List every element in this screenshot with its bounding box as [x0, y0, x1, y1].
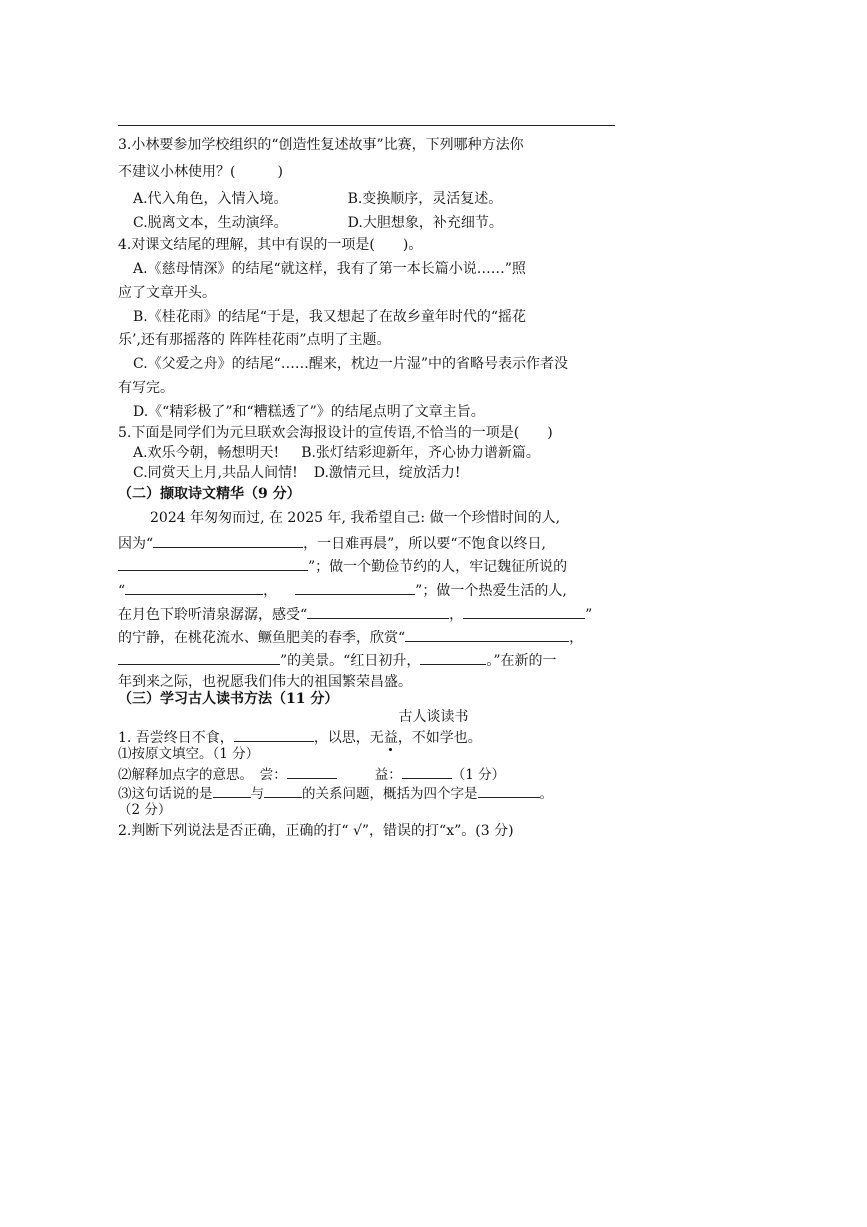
q4-option-b-line-1: B.《桂花雨》的结尾“于是，我又想起了在故乡童年时代的“摇花: [133, 309, 527, 325]
section-3-title: （三）学习古人读书方法（11 分）: [118, 691, 339, 707]
q5-option-c: C.同赏天上月,共品人间情!: [133, 465, 298, 481]
q3-stem-line-1: 3.小林要参加学校组织的“创造性复述故事”比赛，下列哪种方法你: [118, 137, 524, 153]
sec2-line-1: 2024 年匆匆而过, 在 2025 年, 我希望自己: 做一个珍惜时间的人,: [150, 510, 561, 526]
section-2-title: （二）撷取诗文精华（9 分）: [118, 486, 301, 502]
sec3-sub-3: ⑶这句话说的是 与 的关系问题，概括为四个字是 。: [118, 783, 553, 803]
q3-stem-line-2: 不建议小林使用？( ): [118, 164, 283, 180]
sec2-line-2: 因为“ ，一日难再晨”，所以要“不饱食以终日,: [118, 533, 546, 553]
q5-option-a: A.欢乐今朝，畅想明天!: [133, 445, 280, 461]
blank-4[interactable]: [295, 580, 415, 595]
sec3-q1: 1. 吾尝终日不食， ，以思，无益，不如学也。: [118, 727, 482, 747]
q5-options-row-2: [133, 464, 461, 482]
q3-option-d: D.大胆想象，补充细节。: [347, 215, 503, 231]
q4-option-a-line-2: 应了文章开头。: [118, 285, 216, 301]
blank-summary[interactable]: [478, 783, 540, 798]
sec3-sub-3-score: （2 分）: [118, 802, 172, 818]
emphasis-dot-char: 益: [383, 730, 398, 746]
sec2-line-4: “ ， ”；做一个热爱生活的人,: [118, 580, 567, 600]
blank-chang[interactable]: [287, 764, 337, 779]
header-rule: [118, 125, 615, 126]
q4-option-c-line-1: C.《父爱之舟》的结尾“……醒来，枕边一片湿”中的省略号表示作者没: [133, 356, 568, 372]
blank-2[interactable]: [118, 556, 308, 571]
blank-7[interactable]: [405, 627, 569, 642]
sec2-line-6: 的宁静，在桃花流水、鳜鱼肥美的春季，欣赏“ ，: [118, 627, 583, 647]
blank-yi[interactable]: [402, 764, 452, 779]
q5-option-b: B.张灯结彩迎新年，齐心协力谱新篇。: [301, 445, 540, 461]
blank-q1[interactable]: [234, 727, 314, 742]
q5-options-row-1: [133, 444, 540, 462]
sec2-line-7: ”的美景。“红日初升， 。”在新的一: [118, 650, 557, 670]
blank-5[interactable]: [307, 604, 449, 619]
section-3-subtitle: 古人谈读书: [398, 709, 469, 725]
blank-6[interactable]: [463, 604, 585, 619]
q3-options-row-2: [133, 214, 503, 232]
q5-option-d: D.激情元旦，绽放活力!: [313, 465, 461, 481]
q4-option-a-line-1: A.《慈母情深》的结尾“就这样，我有了第一本长篇小说……”照: [133, 261, 526, 277]
sec2-line-5: 在月色下聆听清泉潺潺，感受“ ， ”: [118, 604, 592, 624]
blank-rel-1[interactable]: [213, 783, 251, 798]
blank-rel-2[interactable]: [264, 783, 302, 798]
sec3-sub-2: ⑵解释加点字的意思。 尝： 益： （1 分）: [118, 764, 505, 784]
q5-stem: 5.下面是同学们为元旦联欢会海报设计的宣传语,不恰当的一项是( ): [118, 425, 553, 441]
q4-option-b-line-2: 乐’,还有那摇落的 阵阵桂花雨”点明了主题。: [118, 332, 391, 348]
blank-8[interactable]: [118, 650, 280, 665]
q4-stem: 4.对课文结尾的理解，其中有误的一项是( )。: [118, 237, 423, 253]
q3-option-b: B.变换顺序，灵活复述。: [347, 191, 503, 207]
blank-9[interactable]: [420, 650, 486, 665]
q4-option-d: D.《“精彩极了”和“糟糕透了”》的结尾点明了文章主旨。: [133, 404, 485, 420]
q4-option-c-line-2: 有写完。: [118, 380, 174, 396]
q3-option-a: A.代入角色，入情入境。: [133, 191, 288, 207]
blank-1[interactable]: [153, 533, 303, 548]
sec2-line-3: ”；做一个勤俭节约的人，牢记魏征所说的: [118, 556, 567, 576]
sec2-line-8: 年到来之际，也祝愿我们伟大的祖国繁荣昌盛。: [118, 674, 412, 690]
sec3-sub-1: ⑴按原文填空。（1 分）: [118, 746, 260, 762]
q3-options-row-1: [133, 190, 502, 208]
q3-option-c: C.脱离文本，生动演绎。: [133, 215, 288, 231]
sec3-q2: 2.判断下列说法是否正确，正确的打“ √”，错误的打“x”。(3 分): [118, 823, 514, 839]
blank-3[interactable]: [125, 580, 263, 595]
